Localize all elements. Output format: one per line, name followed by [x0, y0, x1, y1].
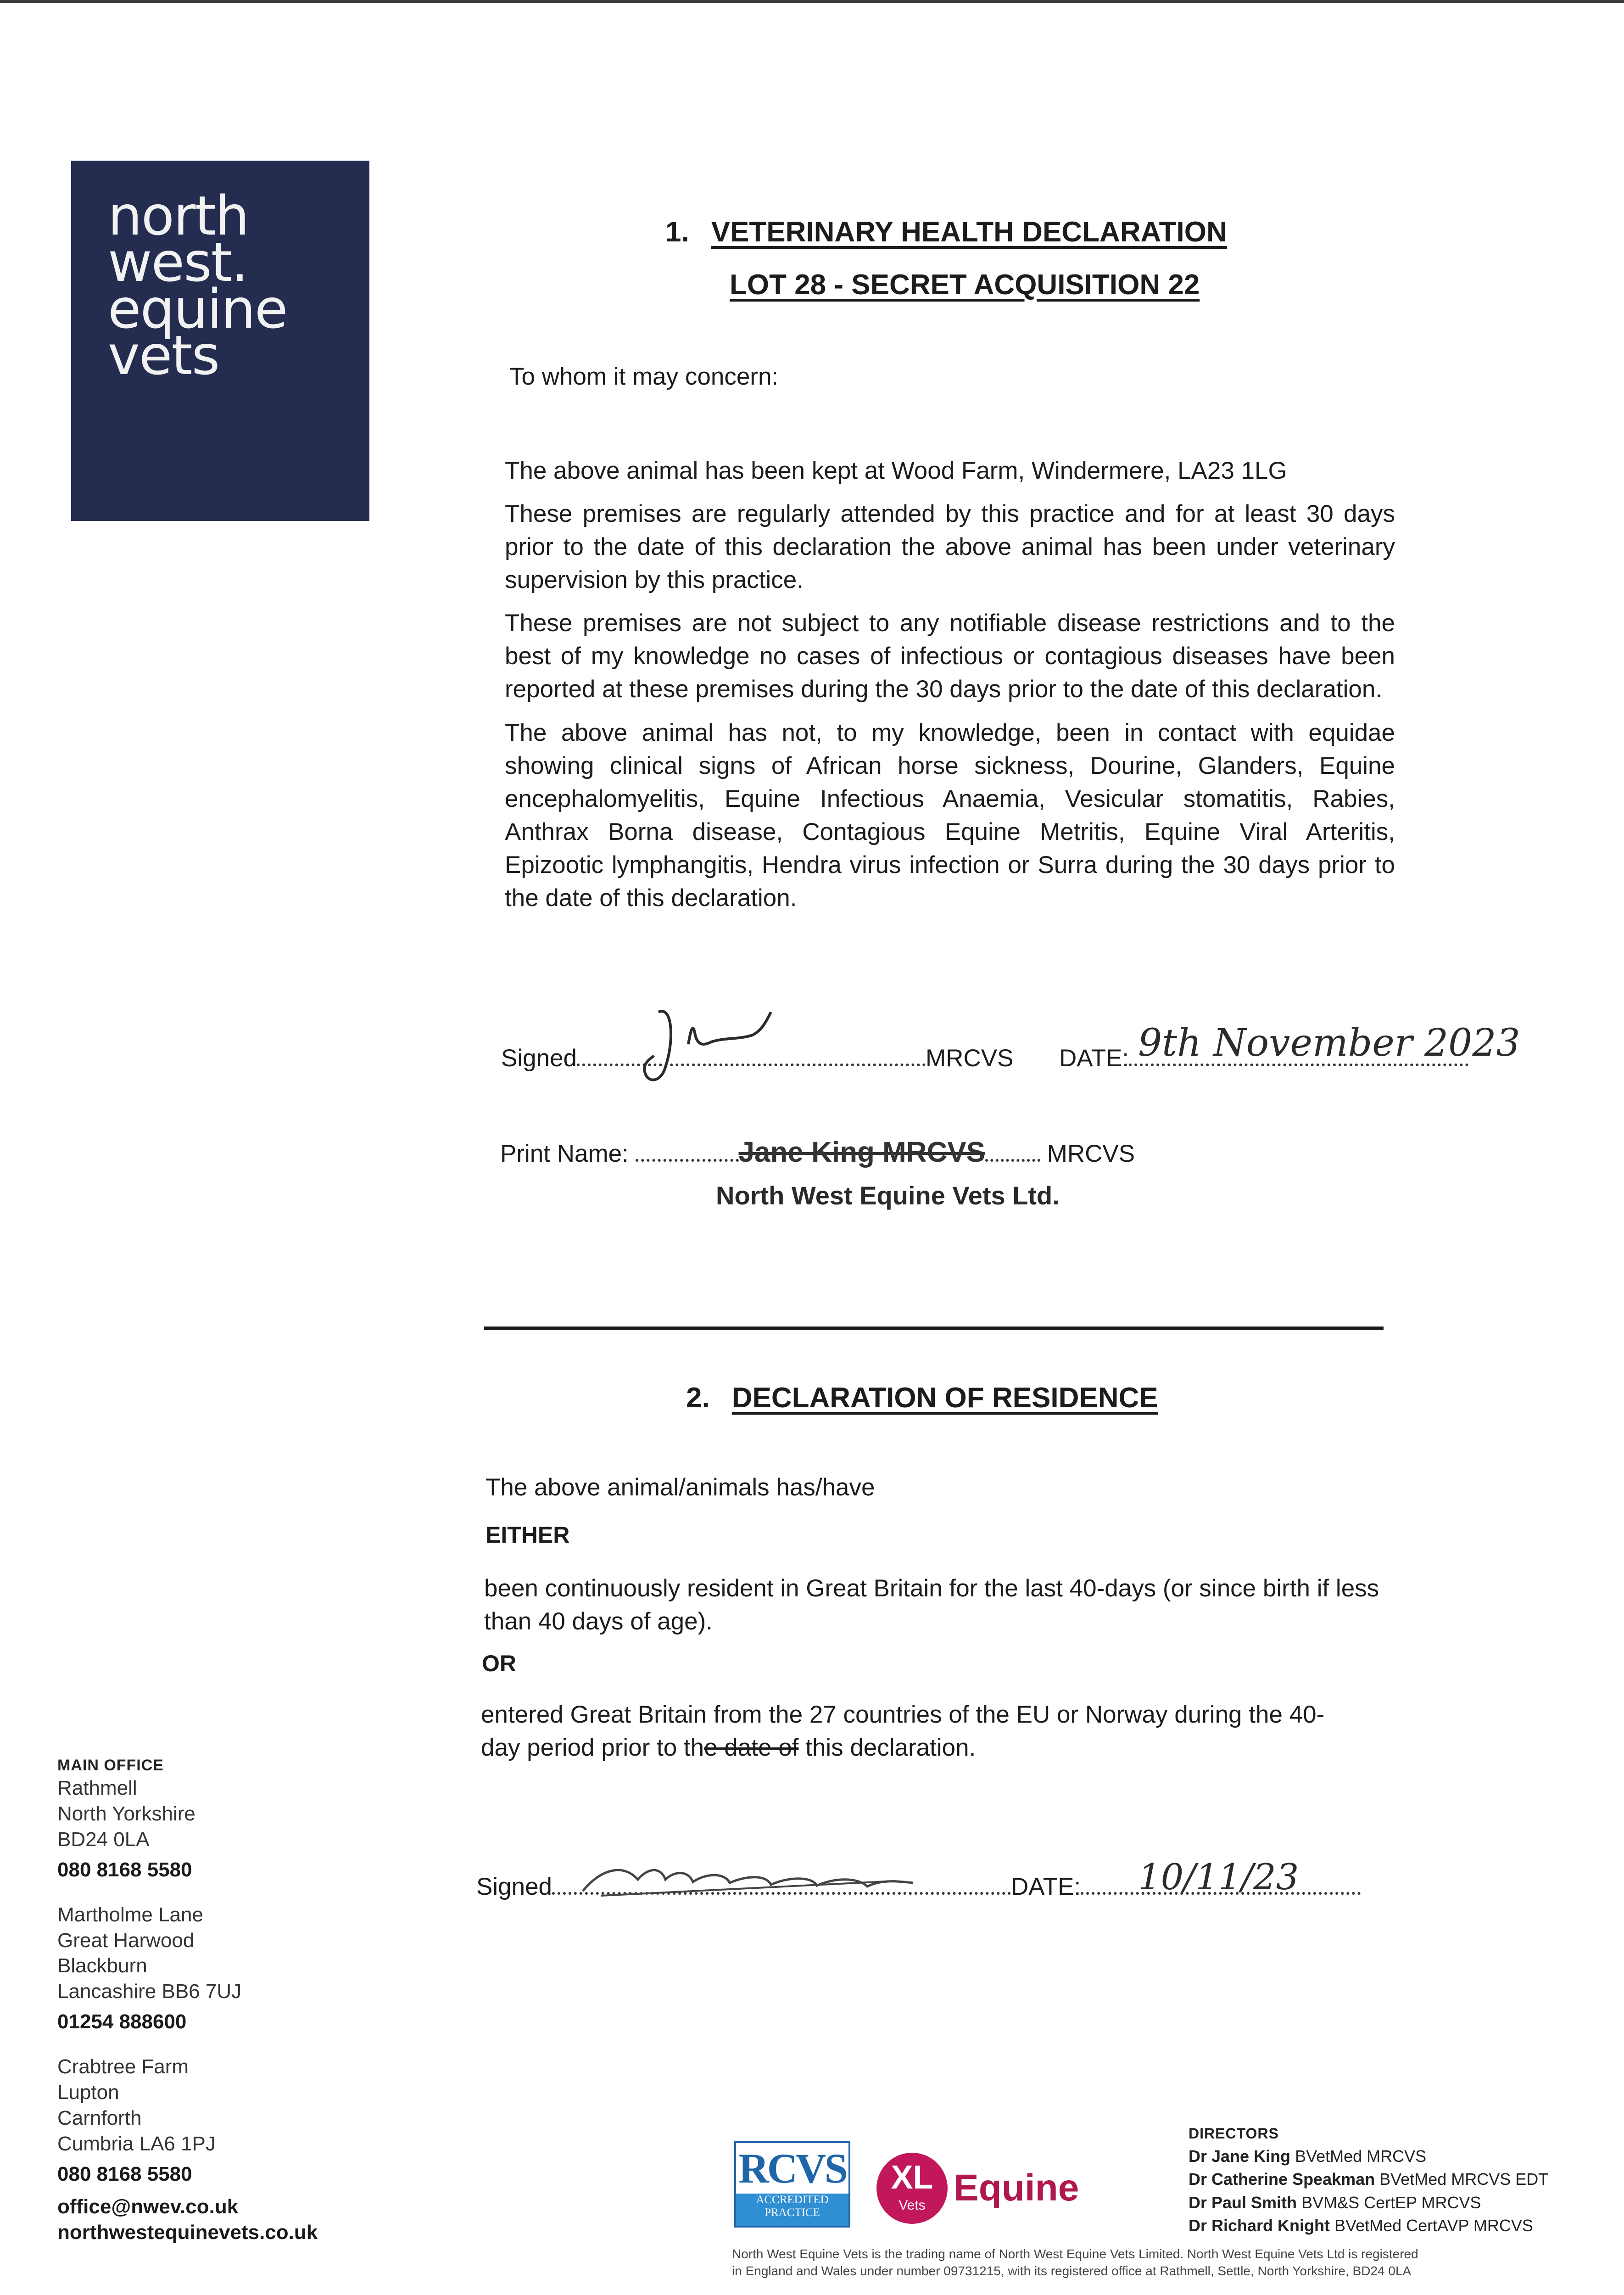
- date-label-2: DATE:: [1011, 1873, 1081, 1900]
- director-row: Dr Paul Smith BVM&S CertEP MRCVS: [1189, 2193, 1481, 2212]
- option-2-text: [481, 1698, 1390, 1764]
- office1-line-1: Rathmell: [57, 1777, 137, 1800]
- office-addresses: [57, 1756, 318, 2245]
- scan-top-edge: [0, 0, 1624, 3]
- section2-number: 2.: [686, 1382, 710, 1414]
- option-2-line-2: day period prior to the date of this declaration.: [481, 1734, 976, 1762]
- paragraph-2: These premises are regularly attended by this practice and for at least 30 days prior to the date of this declaration the above animal has been under veterinary supervision by this practice.: [505, 500, 1395, 594]
- signature-owner: [574, 1854, 932, 1905]
- xl-vets-logo: [876, 2153, 948, 2224]
- signed-label-2: Signed: [476, 1873, 552, 1900]
- section2-heading: [686, 1382, 1158, 1414]
- lot-subtitle: LOT 28 - SECRET ACQUISITION 22: [730, 269, 1200, 301]
- paragraph-1: The above animal has been kept at Wood Farm, Windermere, LA23 1LG: [505, 457, 1287, 484]
- xl-logo-text: XL: [891, 2159, 933, 2196]
- office3-line-4: Cumbria LA6 1PJ: [57, 2132, 216, 2155]
- print-name-stamp: Jane King MRCVS: [738, 1136, 985, 1168]
- print-name-line: [500, 1136, 1135, 1169]
- struck-text: e date of: [704, 1734, 799, 1762]
- director-row: Dr Jane King BVetMed MRCVS: [1189, 2147, 1427, 2166]
- paragraph-3: These premises are not subject to any notifiable disease restrictions and to the best of my knowledge no cases of infectious or contagious diseases have been reported at these premises during the 30 days prior to the date of this declaration.: [505, 610, 1395, 703]
- office1-phone: 080 8168 5580: [57, 1858, 192, 1881]
- legal-line-1: North West Equine Vets is the trading name of North West Equine Vets Limited. North West Equine Vets Ltd is registered: [732, 2247, 1418, 2261]
- logo-line-4: vets: [108, 324, 219, 387]
- office3-phone: 080 8168 5580: [57, 2162, 192, 2185]
- office3-line-1: Crabtree Farm: [57, 2055, 189, 2078]
- section2-title: DECLARATION OF RESIDENCE: [731, 1382, 1158, 1414]
- or-label: OR: [482, 1651, 516, 1676]
- director-row: Dr Catherine Speakman BVetMed MRCVS EDT: [1189, 2170, 1549, 2189]
- section1-body: [505, 454, 1395, 925]
- legal-line-2: in England and Wales under number 09731215, with its registered office at Rathmell, Settle, North Yorkshire, BD24 0LA: [732, 2263, 1412, 2278]
- directors-label: DIRECTORS: [1189, 2125, 1279, 2142]
- office2-line-4: Lancashire BB6 7UJ: [57, 1980, 242, 2003]
- office2-line-2: Great Harwood: [57, 1929, 195, 1952]
- option-2-line-1: entered Great Britain from the 27 countries of the EU or Norway during the 40-: [481, 1701, 1325, 1728]
- rcvs-practice-text: PRACTICE: [765, 2206, 820, 2219]
- office2-phone: 01254 888600: [57, 2010, 187, 2033]
- rcvs-accredited-text: ACCREDITED: [756, 2194, 829, 2206]
- legal-footer: [732, 2246, 1418, 2280]
- logo-line-1: north: [108, 184, 249, 247]
- xl-equine-wordmark: Equine: [954, 2167, 1079, 2209]
- company-stamp: North West Equine Vets Ltd.: [716, 1181, 1060, 1210]
- logo-line-3: equine: [108, 277, 287, 341]
- logo-line-2: west.: [108, 230, 248, 294]
- office1-line-3: BD24 0LA: [57, 1828, 150, 1851]
- rcvs-logo-text: RCVS: [738, 2145, 846, 2192]
- xl-vets-text: Vets: [899, 2198, 926, 2213]
- office3-line-2: Lupton: [57, 2081, 119, 2104]
- print-mrcvs-label: MRCVS: [1047, 1140, 1135, 1167]
- signed-label: Signed: [501, 1045, 577, 1072]
- website-address: northwestequinevets.co.uk: [57, 2221, 318, 2244]
- office1-line-2: North Yorkshire: [57, 1802, 195, 1825]
- residence-intro: The above animal/animals has/have: [486, 1474, 875, 1501]
- section1-number: 1.: [665, 216, 689, 248]
- office3-line-3: Carnforth: [57, 2106, 142, 2129]
- date-handwritten-1: 9th November 2023: [1138, 1021, 1520, 1065]
- salutation: To whom it may concern:: [509, 363, 779, 390]
- section1-title: VETERINARY HEALTH DECLARATION: [711, 216, 1227, 248]
- option-1-text: been continuously resident in Great Britain for the last 40-days (or since birth if less than 40 days of age).: [484, 1575, 1379, 1635]
- office2-line-3: Blackburn: [57, 1954, 147, 1977]
- section1-heading: [665, 216, 1227, 248]
- company-logo: [71, 161, 369, 521]
- paragraph-4: The above animal has not, to my knowledge, been in contact with equidae showing clinical signs of African horse sickness, Dourine, Glanders, Equine encephalomyelitis, Equine Infectious Anaemia, Vesicular stomatitis, Rabies, Anthrax Borna disease, Contagious Equine Metritis, Equine Viral Arteritis, Epizootic lymphangitis, Hendra virus infection or Surra during the 30 days prior to the date of this declaration.: [505, 719, 1395, 912]
- rcvs-accredited-logo: [734, 2141, 850, 2228]
- main-office-label: MAIN OFFICE: [57, 1757, 164, 1774]
- date-label: DATE:: [1059, 1045, 1129, 1072]
- date-handwritten-2: 10/11/23: [1138, 1857, 1299, 1898]
- print-name-label: Print Name:: [500, 1140, 629, 1167]
- either-label: EITHER: [486, 1522, 570, 1548]
- email-address: office@nwev.co.uk: [57, 2195, 239, 2218]
- mrcvs-label: MRCVS: [926, 1045, 1014, 1072]
- director-row: Dr Richard Knight BVetMed CertAVP MRCVS: [1189, 2216, 1533, 2235]
- section-divider: [484, 1327, 1384, 1330]
- signature-vet: [633, 1003, 798, 1095]
- directors-list: [1189, 2125, 1548, 2238]
- office2-line-1: Martholme Lane: [57, 1903, 203, 1926]
